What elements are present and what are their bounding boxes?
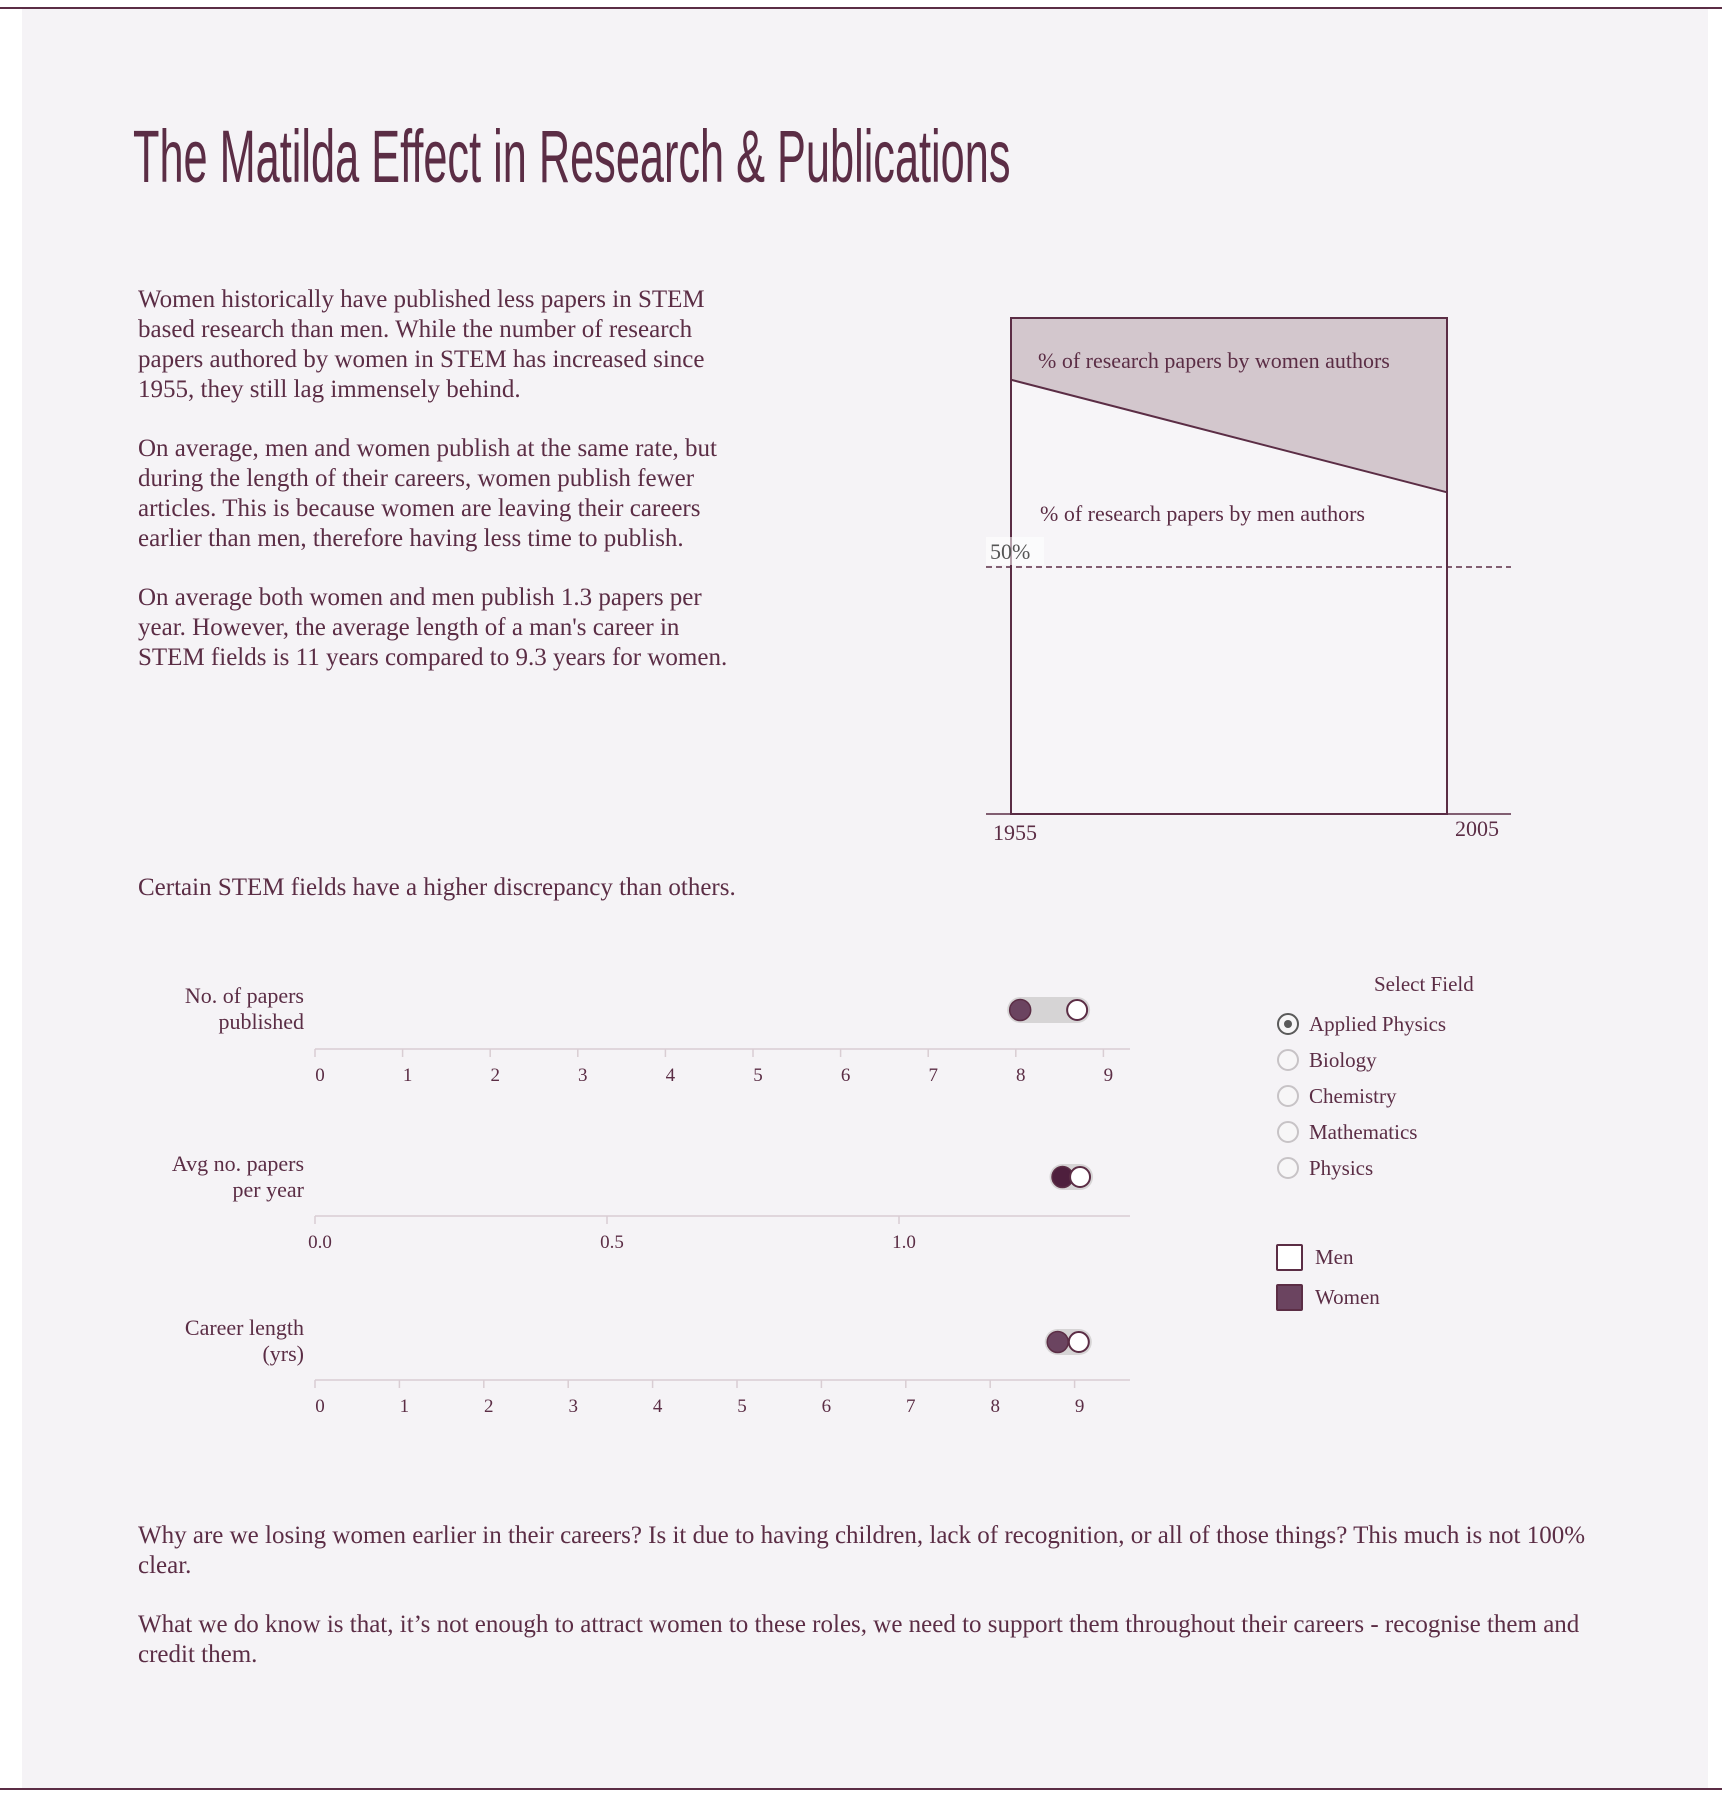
intro-paragraph-3: On average both women and men publish 1.3 papers per year. However, the average length of a man's career in STEM fields is 11 years compared to 9.3 years for women. — [138, 584, 728, 671]
axis-tick-label: 1.0 — [892, 1232, 916, 1253]
row-label-papers-published: No. of papers published — [184, 983, 304, 1034]
axis-tick-label: 9 — [1103, 1065, 1114, 1086]
dumbbell-chart — [0, 940, 1200, 1430]
radio-chemistry[interactable] — [1277, 1081, 1397, 1111]
axis-tick-label: 2 — [490, 1065, 500, 1086]
men-dot[interactable] — [1067, 1000, 1087, 1020]
radio-label: Applied Physics — [1309, 1011, 1447, 1036]
axis-tick-label: 8 — [990, 1396, 1000, 1417]
axis-tick-label: 4 — [665, 1065, 676, 1086]
legend-label: Men — [1315, 1245, 1354, 1269]
men-dot[interactable] — [1070, 1167, 1090, 1187]
intro-paragraph-1: Women historically have published less papers in STEM based research than men. While the number of research papers authored by women in STEM has increased since 1955, they still lag immensely behind. — [138, 286, 705, 403]
women-swatch-icon — [1276, 1284, 1303, 1311]
axis-tick-label: 5 — [753, 1065, 763, 1086]
men-area-label: % of research papers by men authors — [1040, 501, 1365, 526]
radio-physics[interactable] — [1277, 1153, 1373, 1183]
radio-biology[interactable] — [1277, 1045, 1377, 1075]
men-swatch-icon — [1276, 1244, 1303, 1271]
legend-men — [1276, 1244, 1354, 1271]
men-dot[interactable] — [1069, 1332, 1089, 1352]
axis-tick-label: 2 — [484, 1396, 494, 1417]
radio-mathematics[interactable] — [1277, 1117, 1417, 1147]
x-tick-label: 1955 — [993, 820, 1037, 845]
axis-tick-label: 6 — [840, 1065, 851, 1086]
intro-paragraph-2: On average, men and women publish at the same rate, but during the length of their careers, women publish fewer articles. This is because women are leaving their careers earlier than men, therefore having less time to publish. — [138, 435, 717, 552]
axis-tick-label: 6 — [821, 1396, 832, 1417]
x-tick-label: 2005 — [1455, 816, 1499, 841]
radio-button-icon[interactable] — [1277, 1157, 1299, 1179]
discrepancy-text: Certain STEM fields have a higher discrepancy than others. — [138, 874, 736, 901]
radio-label: Physics — [1309, 1155, 1374, 1180]
axis-tick-label: 5 — [737, 1396, 747, 1417]
legend-label: Women — [1315, 1285, 1380, 1309]
axis-tick-label: 8 — [1016, 1065, 1026, 1086]
reference-label: 50% — [990, 539, 1031, 564]
axis-tick-label: 9 — [1074, 1396, 1085, 1417]
select-field-title: Select Field — [1374, 972, 1474, 996]
axis-tick-label: 0.0 — [308, 1232, 332, 1253]
radio-applied-physics[interactable] — [1277, 1009, 1446, 1039]
radio-button-icon[interactable] — [1277, 1013, 1299, 1035]
women-area-label: % of research papers by women authors — [1038, 348, 1390, 373]
axis-tick-label: 0 — [315, 1065, 325, 1086]
outro-paragraph-1: Why are we losing women earlier in their careers? Is it due to having children, lack of recognition, or all of those things? This much is not 100% clear. — [138, 1522, 1586, 1579]
page-title: The Matilda Effect in Research & Publications — [133, 115, 1011, 198]
axis-tick-label: 3 — [578, 1065, 588, 1086]
outro-text — [138, 1521, 1598, 1699]
women-dot[interactable] — [1010, 1000, 1031, 1021]
legend-women — [1276, 1284, 1380, 1311]
axis-tick-label: 4 — [652, 1396, 663, 1417]
axis-tick-label: 0 — [315, 1396, 325, 1417]
radio-button-icon[interactable] — [1277, 1085, 1299, 1107]
axis-tick-label: 1 — [399, 1396, 410, 1417]
outro-paragraph-2: What we do know is that, it’s not enough to attract women to these roles, we need to support them throughout their careers - recognise them and credit them. — [138, 1611, 1580, 1668]
radio-label: Mathematics — [1309, 1119, 1418, 1144]
axis-tick-label: 0.5 — [600, 1232, 624, 1253]
radio-button-icon[interactable] — [1277, 1049, 1299, 1071]
radio-label: Chemistry — [1309, 1083, 1397, 1108]
axis-tick-label: 7 — [928, 1065, 938, 1086]
axis-tick-label: 3 — [568, 1396, 578, 1417]
area-chart — [0, 0, 1722, 860]
axis-tick-label: 1 — [402, 1065, 413, 1086]
row-label-papers-per-year: Avg no. papers per year — [171, 1151, 304, 1202]
axis-tick-label: 7 — [906, 1396, 916, 1417]
radio-button-icon[interactable] — [1277, 1121, 1299, 1143]
bottom-border — [0, 1788, 1722, 1790]
women-dot[interactable] — [1047, 1332, 1068, 1353]
row-label-career-length: Career length (yrs) — [184, 1315, 304, 1366]
radio-label: Biology — [1309, 1047, 1377, 1072]
